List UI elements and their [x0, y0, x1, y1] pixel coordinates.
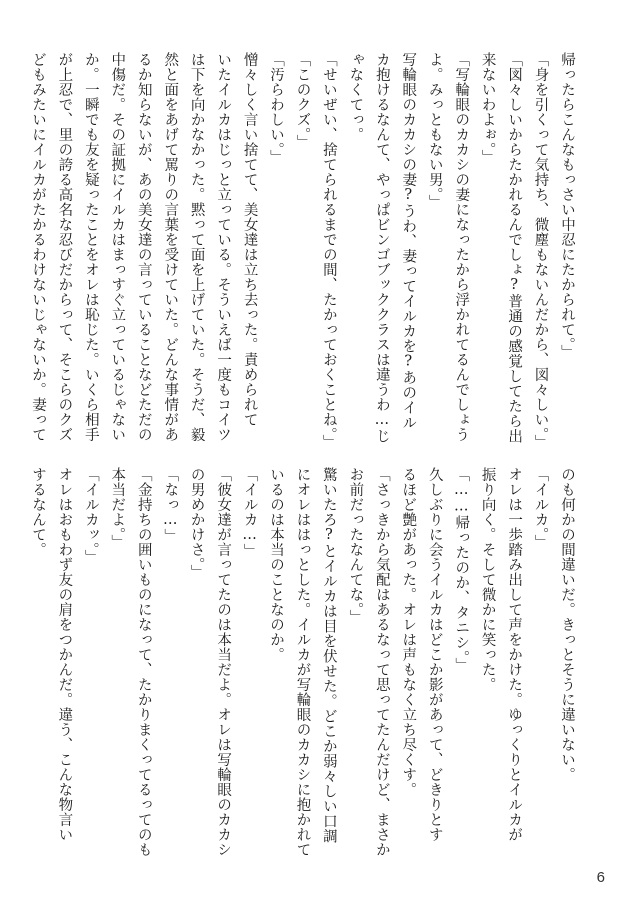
- lower-text-block: [29, 467, 580, 857]
- text-column: 憎々しく言い捨てて、美女達は立ち去った。責められて: [241, 52, 258, 427]
- text-column: オレはおもわず友の肩をつかんだ。違う、こんな物言い: [56, 467, 73, 842]
- text-column: 写輪眼のカカシの妻?うわ、妻ってイルカを?あのイル: [400, 52, 417, 430]
- text-column: のも何かの間違いだ。きっとそうに違いない。: [559, 467, 575, 782]
- text-column: 「イルカ。」: [532, 467, 549, 550]
- text-column: が上忍で、里の誇る高名な忍びだからって、そこらのクズ: [56, 52, 73, 442]
- text-column: 「金持ちの囲いものになって、たかりまくってるってのも: [135, 467, 152, 857]
- text-column: いるのは本当のことなのか。: [268, 467, 285, 662]
- text-column: 中傷だ。その証拠にイルカはまっすぐ立っているじゃない: [109, 52, 126, 442]
- text-column: ゃなくてっ。: [347, 52, 364, 142]
- text-column: 「イルカ…」: [241, 467, 258, 559]
- text-column: 「……帰ったのか、タニシ。」: [453, 467, 470, 673]
- text-column: カ抱けるなんて、やっぱビンゴブッククラスは違うわ…じ: [373, 52, 390, 444]
- text-column: どもみたいにイルカがたかるわけないじゃないか。妻って: [29, 52, 46, 442]
- text-column: するなんて。: [29, 467, 46, 557]
- text-column: 「汚らわしい。」: [268, 52, 285, 165]
- text-column: にオレははっとした。イルカが写輪眼のカカシに抱かれて: [294, 467, 311, 857]
- text-column: いたイルカはじっと立っている。そういえば一度もコイツ: [215, 52, 232, 442]
- text-column: 「図々しいからたかれるんでしょ?普通の感覚してたら出: [506, 52, 523, 444]
- text-column: るか知らないが、あの美女達の言っていることなどただの: [135, 52, 152, 442]
- text-column: 驚いたろ?とイルカは目を伏せた。どこか弱々しい口調: [320, 467, 337, 844]
- upper-text-block: [29, 52, 580, 450]
- text-column: 本当だよ。」: [109, 467, 126, 550]
- text-column: は下を向かなかった。黙って面を上げていた。そうだ、毅: [188, 52, 205, 442]
- text-column: 然と面をあげて罵りの言葉を受けていた。どんな事情があ: [162, 52, 179, 442]
- text-column: 帰ったらこんなもっさい中忍にたかられて。」: [559, 52, 575, 360]
- text-column: オレは一歩踏み出して声をかけた。ゆっくりとイルカが: [506, 467, 523, 842]
- text-column: の男めかけさ。」: [188, 467, 205, 580]
- text-column: か。一瞬でも友を疑ったことをオレは恥じた。いくら相手: [82, 52, 99, 442]
- text-column: 来ないわよぉ。」: [479, 52, 496, 165]
- text-column: 久しぶりに会うイルカはどこか影があって、どきりとす: [426, 467, 443, 842]
- text-column: 「イルカッ。」: [82, 467, 99, 565]
- text-column: お前だったなんてな。」: [347, 467, 364, 625]
- text-column: 「このクズ。」: [294, 52, 311, 150]
- text-column: 「せいぜい、捨てられるまでの間、たかっておくことね。」: [320, 52, 337, 450]
- page-number: 6: [596, 869, 605, 886]
- text-column: 「彼女達が言ってたのは本当だよ。オレは写輪眼のカカシ: [215, 467, 232, 857]
- text-column: 「写輪眼のカカシの妻になったから浮かれてるんでしょう: [453, 52, 470, 442]
- text-column: るほど艶があった。オレは声もなく立ち尽くす。: [400, 467, 417, 797]
- text-column: よ。みっともない男。」: [426, 52, 443, 210]
- text-column: 「身を引くって気持ち、微塵もないんだから、図々しい。」: [532, 52, 549, 450]
- text-column: 振り向く。そして微かに笑った。: [479, 467, 496, 692]
- text-column: 「さっきから気配はあるなって思ってたんだけど、まさか: [373, 467, 390, 857]
- text-column: 「なっ…」: [162, 467, 179, 544]
